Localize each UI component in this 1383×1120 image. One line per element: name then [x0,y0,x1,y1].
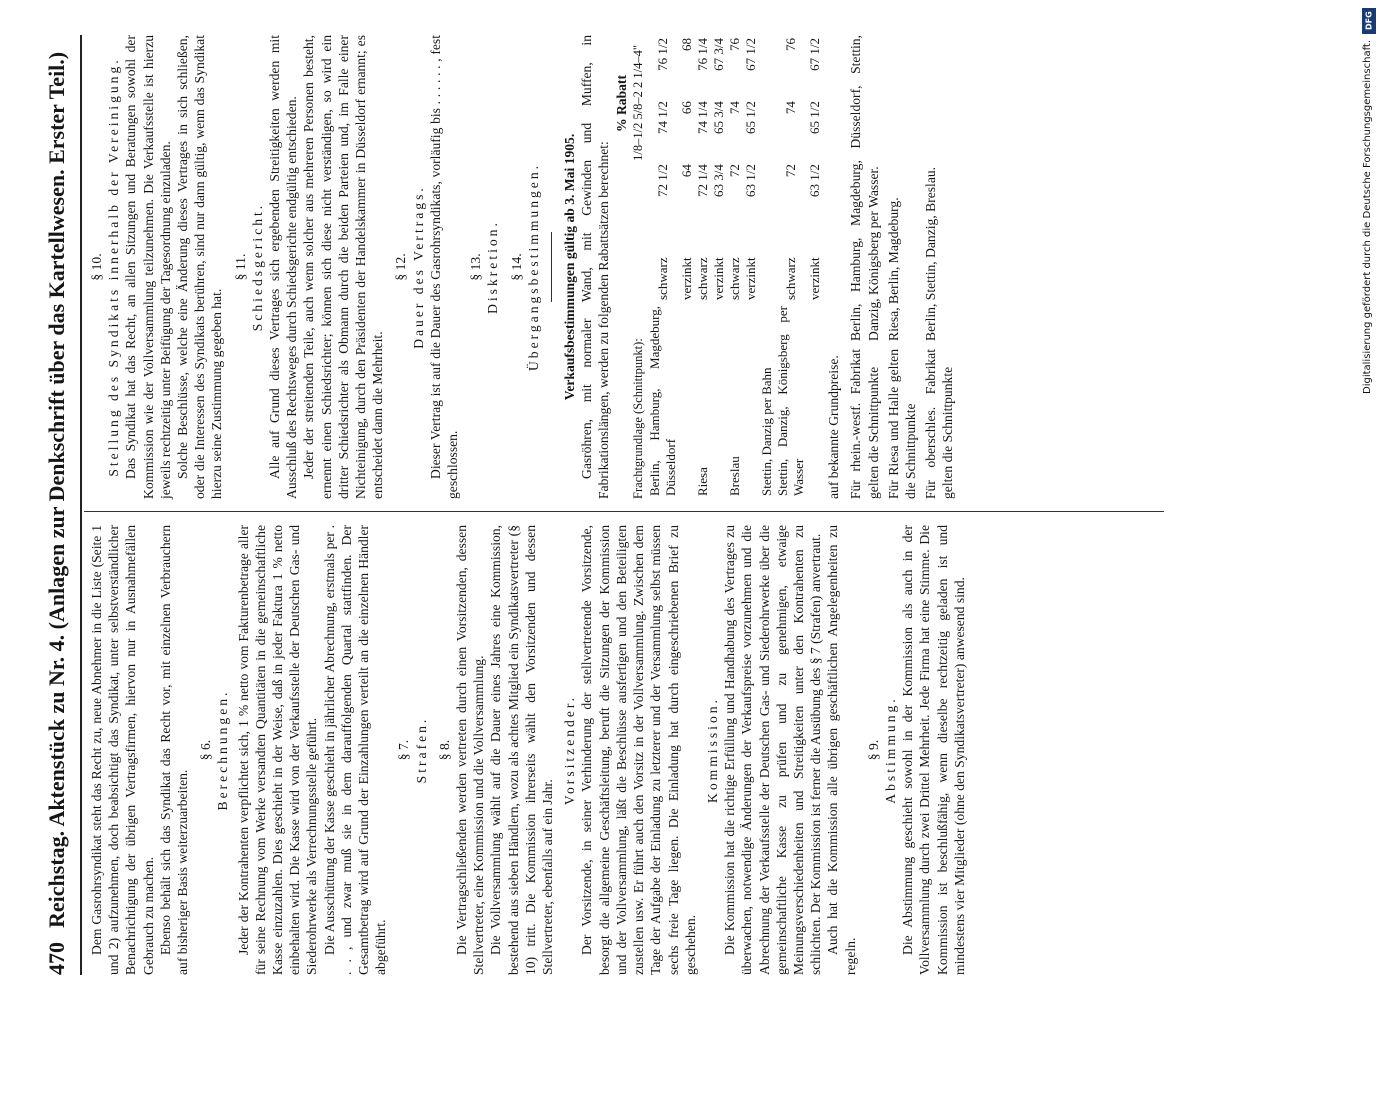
freight-rule-value: Berlin, Stettin, Danzig, Breslau. [923,166,939,341]
paragraph: Auch hat die Kommission alle übrigen geschäftlichen Angelegenheiten zu regeln. [825,525,858,975]
table-cell-v3 [759,35,775,98]
section-title: Berechnungen. [215,689,231,811]
section-number: § 8. [436,739,452,761]
freight-rule-label: Für rhein.-westf. Fabrikat gelten die Schnittpunkte [848,349,881,499]
table-cell-v1: 63 3/4 [711,164,727,198]
table-cell-kind: verzinkt [679,257,695,300]
table-cell-v3: 68 [679,38,695,51]
paragraph: Gasröhren, mit normaler Wand, mit Gewinden und Muffen, in Fabrikationslängen, werden zu folgenden Rabattsätzen berechnet: [579,35,612,499]
table-cell-kind: schwarz [783,257,799,300]
table-cell-v1: 64 [679,164,695,178]
section-number: § 12. [393,253,409,281]
table-cell-v1: 72 [783,164,799,178]
table-cell-v1 [759,161,775,224]
table-cell-place: Stettin, Danzig, Königsberg per Wasser [775,306,807,496]
table-cell-v1: 72 1/4 [695,164,711,198]
dfg-logo-text: DFG [1364,11,1374,31]
paragraph: Die Vollversammlung wählt auf die Dauer eines Jahres eine Kommission, bestehend aus sieben Händlern, wozu als achtes Mitglied ein Syndikatsvertreter (§ 10) tritt. Die Kommission ihrerseits wählt den Vorsitzenden und dessen Stellvertreter, ebenfalls auf ein Jahr. [488,525,556,975]
dfg-logo [1362,8,1376,34]
short-rule [551,232,552,302]
table-row [711,35,727,499]
table-cell-v3: 76 [783,38,799,51]
table-cell-v2: 65 1/2 [807,101,823,134]
section-title: Dauer des Vertrags. [410,185,426,349]
section-title: Schiedsgericht. [249,202,265,332]
table-cell-v2: 66 [679,101,695,115]
table-cell-v2: 65 3/4 [711,101,727,134]
table-cell-kind [759,224,775,303]
document-page [40,35,1310,975]
table-cell-kind: verzinkt [807,257,823,300]
section-number: § 14. [508,253,524,281]
table-cell-v3: 67 3/4 [711,38,727,71]
freight-rule [885,35,919,499]
table-cell-v2: 74 1/2 [655,101,671,134]
paragraph: Die Vertragschließenden werden vertreten durch einen Vorsitzenden, dessen Stellvertreter, eine Kommission und die Vollversammlung. [454,525,487,975]
paragraph: Dieser Vertrag ist auf die Dauer des Gasrohrsyndikats, vorläufig bis . . . . . . , fest geschlossen. [427,35,461,499]
paragraph: Alle auf Grund dieses Vertrages sich ergebenden Streitigkeiten werden mit Ausschluß des Rechtsweges durch Schiedsgerichte endgültig entschieden. [267,35,300,499]
page-title: Reichstag. Aktenstück zu Nr. 4. (Anlagen zur Denkschrift über das Kartellwesen. Erster Teil.) [44,51,69,928]
table-cell-v2: 74 1/4 [695,101,711,134]
table-cell-place [807,303,823,499]
table-row [775,35,807,499]
table-row [679,35,695,499]
paragraph: Die Kommission hat die richtige Erfüllung und Handhabung des Vertrages zu überwachen, notwendige Änderungen der Verkaufspreise vorzunehmen und die Abrechnung der Verkaufsstelle der Deutschen Gas- und Siederohrwerke über die gemeinschaftliche Kasse zu prüfen und zu genehmigen, etwaige Meinungsverschiedenheiten und Streitigkeiten unter den Kontrahenten zu schlichten. Der Kommission ist ferner die Ausübung des § 7 (Strafen) anvertraut. [722,525,824,975]
section-title: Übergangsbestimmungen. [525,162,541,372]
column-divider [84,511,1164,512]
paragraph: Jeder der Kontrahenten verpflichtet sich, 1 % netto vom Fakturenbetrage aller für seine Rechnung vom Werke versandten Quantitäten in die gemeinschaftliche Kasse einzuzahlen. Dies geschieht in der Weise, daß in jeder Faktura 1 % netto einbehalten wird. Die Kasse wird von der Verkaufsstelle der Deutschen Gas- und Siederohrwerke als Verrechnungsstelle geführt. [235,525,320,975]
freight-basis-label: Frachtgrundlage (Schnittpunkt): [630,338,645,499]
table-cell-place: Breslau [727,456,743,496]
table-cell-v1: 72 1/2 [655,164,671,198]
table-cell-v1: 63 1/2 [743,164,759,198]
table-row [647,35,679,499]
table-cell-place: Berlin, Hamburg, Magdeburg, Düsseldorf [647,306,679,496]
section-number: § 7. [396,739,412,761]
page-content [1120,0,1383,20]
table-cell-kind: schwarz [655,257,671,300]
freight-header-row [630,35,647,499]
base-price-note: auf bekannte Grundpreise. [826,355,842,499]
freight-rule-label: Für oberschles. Fabrikat gelten die Schnittpunkte [923,349,956,499]
header-rule [80,35,82,975]
table-cell-v2 [759,98,775,161]
freight-rule-value: Berlin, Hamburg, Magdeburg, Düsseldorf, Stettin, Danzig, Königsberg per Wasser. [848,35,881,341]
table-cell-kind: verzinkt [743,257,759,300]
freight-rule [847,35,881,499]
section-title: Vorsitzender. [562,694,578,806]
paragraph: Ebenso behält sich das Syndikat das Recht vor, mit einzelnen Verbrauchern auf bisheriger Basis weiterzuarbeiten. [157,525,191,975]
table-row [743,35,759,499]
page-header [40,35,74,975]
paragraph: Die Abstimmung geschieht sowohl in der Kommission als auch in der Vollversammlung durch zwei Drittel Mehrheit. Jede Firma hat eine Stimme. Die Kommission ist beschlußfähig, wenn dieselbe rechtzeitig geladen ist und mindestens vier Mitglieder (ohne den Syndikatsvertreter) anwesend sind. [900,525,967,975]
table-cell-v3: 76 1/2 [655,38,671,71]
table-cell-v2: 74 [783,101,799,115]
section-title: Abstimmung. [882,696,898,804]
paragraph: Das Syndikat hat das Recht, an allen Sitzungen und Beratungen sowohl der Kommission wie der Vollversammlung teilzunehmen. Die Verkaufsstelle ist hierzu jeweils rechtzeitig unter Beifügung der Tagesordnung einzuladen. [123,35,173,499]
section-number: § 6. [198,739,214,761]
table-cell-kind: schwarz [727,257,743,300]
discount-table [647,35,823,499]
table-cell-v2: 74 [727,101,743,115]
table-cell-place [679,303,695,499]
dfg-credit [1362,40,1378,1000]
freight-rule-label: Für Riesa und Halle gelten die Schnittpunkte [885,349,918,499]
table-cell-place [743,303,759,499]
freight-rule [922,35,956,499]
paragraph: Solche Beschlüsse, welche eine Änderung dieses Vertrages in sich schließen, oder die Interessen des Syndikats berühren, sind nur dann gültig, wenn das Syndikat hierzu seine Zustimmung gegeben hat. [175,35,225,499]
section-number: § 10. [89,253,104,281]
rabatt-header: % Rabatt [613,75,629,133]
section-title: Strafen. [413,716,429,784]
section-number: § 9. [865,739,881,761]
freight-rule-value: Riesa, Berlin, Magdeburg. [885,197,901,341]
table-cell-v3: 76 1/4 [695,38,711,71]
right-column [88,35,957,499]
section-title: Kommission. [704,697,720,803]
table-row [695,35,711,499]
table-cell-place: Riesa [695,467,711,496]
table-cell-v3: 76 [727,38,743,51]
paragraph: Der Vorsitzende, in seiner Verhinderung der stellvertretende Vorsitzende, besorgt die allgemeine Geschäftsleitung, beruft die Sitzungen der Kommission und der Vollversammlung, läßt die Beschlüsse ausfertigen und den Beteiligten zustellen usw. Er führt auch den Vorsitz in der Vollversammlung. Zwischen dem Tage der Aufgabe der Einladung zu letzterer und der Versammlung selbst müssen sechs freie Tage liegen. Die Einladung hat durch eingeschriebenen Brief zu geschehen. [579,525,698,975]
table-row [727,35,743,499]
sales-terms-title: Verkaufsbestimmungen gültig ab 3. Mai 1905. [562,133,578,401]
table-row [807,35,823,499]
section-title: Stellung des Syndikats innerhalb der Vereinigung. [106,57,122,477]
paragraph: Die Ausschüttung der Kasse geschieht in jährlicher Abrechnung, erstmals per . . . , und zwar muß sie in dem darauffolgenden Quartal stattfinden. Der Gesamtbetrag wird auf Grund der Einzahlungen verteilt an die einzelnen Händler abgeführt. [321,525,389,975]
dfg-credit-text: Digitalisierung gefördert durch die Deutsche Forschungsgemeinschaft. [1362,40,1373,395]
size-columns-label: 1/8–1/2 5/8–2 2 1/4–4" [630,45,645,161]
table-cell-v1: 63 1/2 [807,164,823,198]
table-cell-place: Stettin, Danzig per Bahn [759,367,775,496]
left-column [88,525,968,975]
table-cell-v2: 65 1/2 [743,101,759,134]
section-title: Diskretion. [485,220,501,314]
paragraph: Jeder der streitenden Teile, auch wenn solcher aus mehreren Personen besteht, ernennt einen Schiedsrichter; können sich diese nicht verständigen, so wird ein dritter Schiedsrichter als Obmann durch die beiden Parteien und, im Falle einer Nichteinigung, durch den Präsidenten der Handelskammer in Düsseldorf ernannt; es entscheidet dann die Mehrheit. [301,35,386,499]
section-number: § 11. [232,253,248,281]
paragraph: Dem Gasrohrsyndikat steht das Recht zu, neue Abnehmer in die Liste (Seite 1 und 2) aufzunehmen, doch beabsichtigt das Syndikat, unter selbstverständlicher Benachrichtigung der übrigen Vertragsfirmen, hiervon nur in Ausnahmefällen Gebrauch zu machen. [89,525,156,975]
table-cell-v3: 67 1/2 [743,38,759,71]
section-number: § 13. [468,253,484,281]
table-cell-kind: schwarz [695,257,711,300]
table-row [759,35,775,499]
table-cell-place [711,303,727,499]
page-number: 470 [44,942,69,975]
table-cell-v1: 72 [727,164,743,178]
table-cell-v3: 67 1/2 [807,38,823,71]
table-cell-kind: verzinkt [711,257,727,300]
